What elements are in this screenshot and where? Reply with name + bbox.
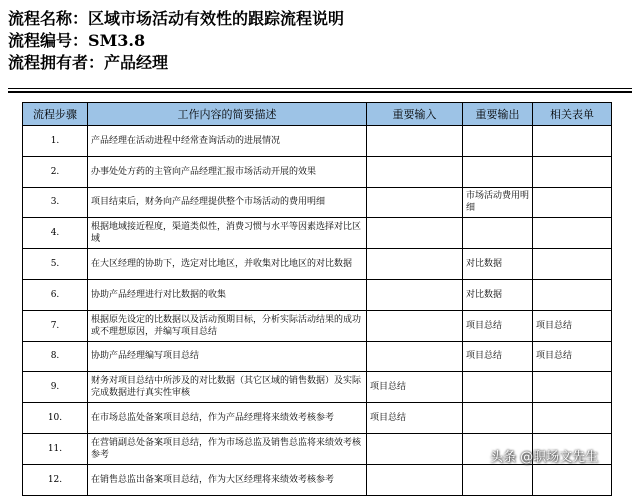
process-owner-value: 产品经理 (104, 53, 169, 72)
step-form (533, 372, 612, 403)
table-row (23, 249, 612, 280)
step-input (367, 341, 463, 372)
step-description: 办事处处方药的主管向产品经理汇报市场活动开展的效果 (88, 156, 367, 187)
process-owner-line (8, 52, 628, 74)
process-steps-table (22, 102, 612, 496)
header-divider-thin (8, 88, 632, 89)
table-row (23, 187, 612, 218)
step-number: 7. (23, 310, 88, 341)
step-number: 3. (23, 187, 88, 218)
step-output: 市场活动费用明细 (463, 187, 533, 218)
step-input (367, 279, 463, 310)
column-header-description: 工作内容的简要描述 (88, 103, 367, 126)
table-header-row (23, 103, 612, 126)
process-name-label: 流程名称： (8, 9, 89, 28)
step-form (533, 403, 612, 434)
process-code-label: 流程编号： (8, 31, 89, 50)
step-input (367, 156, 463, 187)
step-output: 项目总结 (463, 341, 533, 372)
step-form (533, 187, 612, 218)
step-description: 产品经理在活动进程中经常查询活动的进展情况 (88, 126, 367, 157)
step-output (463, 126, 533, 157)
process-name-value: 区域市场活动有效性的跟踪流程说明 (88, 9, 345, 28)
step-output (463, 156, 533, 187)
process-code-line (8, 30, 628, 52)
table-row (23, 156, 612, 187)
step-number: 2. (23, 156, 88, 187)
step-input (367, 187, 463, 218)
step-output (463, 403, 533, 434)
step-form (533, 279, 612, 310)
watermark-text: 头条 @职场文先生 (490, 450, 599, 465)
process-name-line (8, 8, 628, 30)
step-form: 项目总结 (533, 341, 612, 372)
step-input (367, 249, 463, 280)
table-row (23, 372, 612, 403)
column-header-step: 流程步骤 (23, 103, 88, 126)
step-description: 在大区经理的协助下，选定对比地区，并收集对比地区的对比数据 (88, 249, 367, 280)
step-form: 项目总结 (533, 310, 612, 341)
table-row (23, 218, 612, 249)
step-form (533, 218, 612, 249)
process-code-value: SM3.8 (88, 31, 146, 50)
step-description: 项目结束后，财务向产品经理提供整个市场活动的费用明细 (88, 187, 367, 218)
step-number: 8. (23, 341, 88, 372)
step-form (533, 156, 612, 187)
step-description: 财务对项目总结中所涉及的对比数据（其它区域的销售数据）及实际完成数据进行真实性审核 (88, 372, 367, 403)
step-number: 10. (23, 403, 88, 434)
table-row (23, 403, 612, 434)
step-input: 项目总结 (367, 372, 463, 403)
step-number: 9. (23, 372, 88, 403)
step-number: 5. (23, 249, 88, 280)
step-output: 对比数据 (463, 279, 533, 310)
header-divider-thick (8, 91, 632, 93)
step-output: 项目总结 (463, 310, 533, 341)
step-number: 11. (23, 433, 88, 464)
step-description: 根据地域接近程度，渠道类似性，消费习惯与水平等因素选择对比区域 (88, 218, 367, 249)
step-number: 6. (23, 279, 88, 310)
step-description: 在销售总监出备案项目总结，作为大区经理将来绩效考核参考 (88, 464, 367, 495)
step-description: 协助产品经理编写项目总结 (88, 341, 367, 372)
column-header-forms: 相关表单 (533, 103, 612, 126)
step-form (533, 249, 612, 280)
step-input (367, 218, 463, 249)
column-header-input: 重要输入 (367, 103, 463, 126)
step-number: 4. (23, 218, 88, 249)
step-output (463, 372, 533, 403)
step-description: 在营销副总处备案项目总结，作为市场总监及销售总监将来绩效考核参考 (88, 433, 367, 464)
step-input: 项目总结 (367, 403, 463, 434)
step-input (367, 433, 463, 464)
step-description: 在市场总监处备案项目总结，作为产品经理将来绩效考核参考 (88, 403, 367, 434)
step-description: 根据原先设定的比数据以及活动预期目标，分析实际活动结果的成功或不理想原因，并编写项目总结 (88, 310, 367, 341)
table-row (23, 341, 612, 372)
process-owner-label: 流程拥有者： (8, 53, 105, 72)
step-description: 协助产品经理进行对比数据的收集 (88, 279, 367, 310)
step-input (367, 126, 463, 157)
table-row (23, 279, 612, 310)
step-input (367, 310, 463, 341)
step-number: 1. (23, 126, 88, 157)
step-form (533, 126, 612, 157)
document-header (8, 8, 628, 74)
table-row (23, 310, 612, 341)
step-output: 对比数据 (463, 249, 533, 280)
table-row (23, 126, 612, 157)
step-number: 12. (23, 464, 88, 495)
step-output (463, 218, 533, 249)
column-header-output: 重要输出 (463, 103, 533, 126)
